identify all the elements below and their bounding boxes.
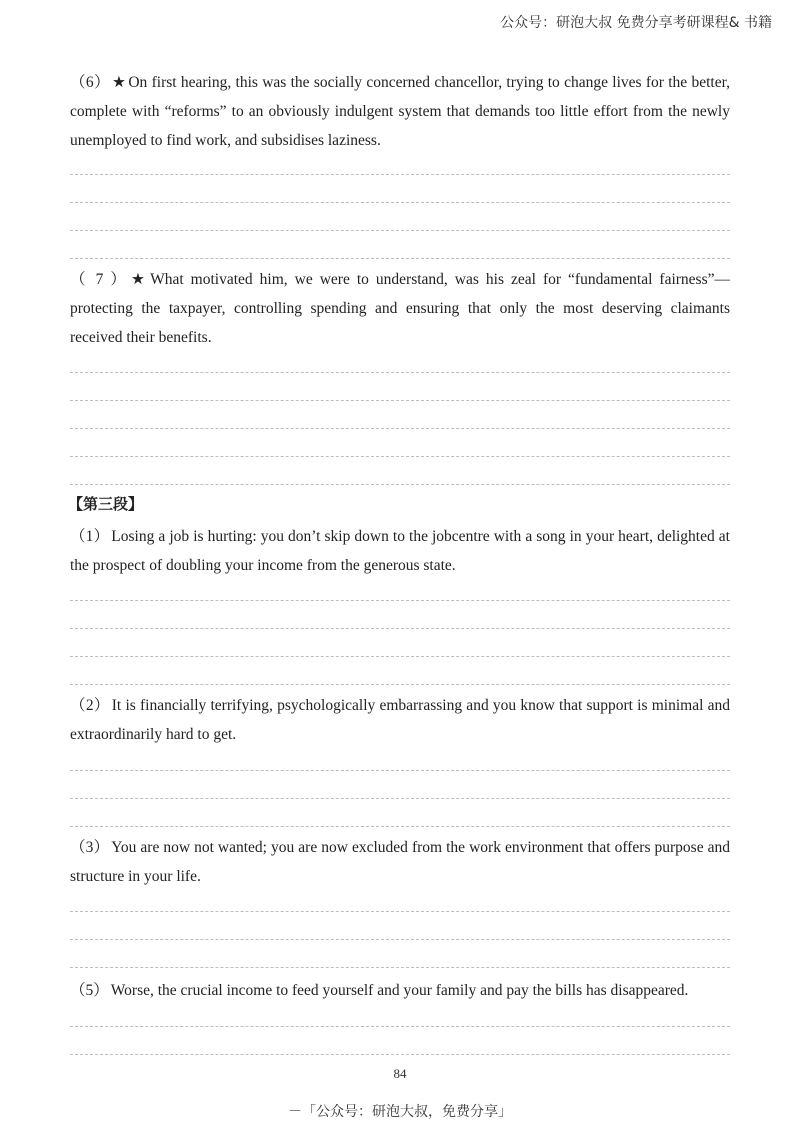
paragraph-text: It is financially terrifying, psychologically embarrassing and you know that support is minimal and extraordinarily hard to get.: [70, 697, 730, 743]
answer-line: [70, 770, 730, 771]
paragraph-text: You are now not wanted; you are now excluded from the work environment that offers purpose and structure in your life.: [70, 839, 730, 885]
paragraph-s3-3: [70, 833, 730, 891]
paragraph-number: （3）: [70, 839, 110, 856]
answer-line: [70, 798, 730, 799]
paragraph-s3-1: [70, 522, 730, 580]
paragraph-number: （1）: [70, 528, 110, 545]
paragraph-text: On first hearing, this was the socially concerned chancellor, trying to change lives for the better, complete with “reforms” to an obviously indulgent system that demands too little effort from the newly unemployed to find work, and subsidises laziness.: [70, 74, 730, 149]
answer-line: [70, 1054, 730, 1055]
paragraph-text: What motivated him, we were to understand, was his zeal for “fundamental fairness”—protecting the taxpayer, controlling spending and ensuring that only the most deserving claimants received their benefits.: [70, 271, 730, 346]
page-number: 84: [393, 1066, 407, 1081]
answer-line: [70, 684, 730, 685]
answer-line: [70, 826, 730, 827]
paragraph-s3-5: [70, 976, 730, 1005]
answer-line: [70, 230, 730, 231]
answer-line: [70, 911, 730, 912]
answer-line: [70, 372, 730, 373]
answer-line: [70, 600, 730, 601]
answer-line: [70, 258, 730, 259]
answer-line: [70, 967, 730, 968]
star-icon: ★: [131, 271, 149, 288]
star-icon: ★: [112, 74, 127, 91]
paragraph-number: （2）: [70, 697, 110, 714]
answer-line: [70, 628, 730, 629]
paragraph-number: （5）: [70, 982, 109, 999]
answer-line: [70, 428, 730, 429]
answer-line: [70, 174, 730, 175]
paragraph-7: [70, 265, 730, 352]
answer-line: [70, 656, 730, 657]
answer-line: [70, 1026, 730, 1027]
paragraph-text: Worse, the crucial income to feed yourself and your family and pay the bills has disappeared.: [110, 982, 689, 999]
footer-watermark: －「公众号：研泡大叔，免费分享」: [288, 1104, 512, 1120]
answer-line: [70, 939, 730, 940]
answer-line: [70, 400, 730, 401]
paragraph-s3-2: [70, 691, 730, 749]
header-watermark: 公众号：研泡大叔 免费分享考研课程& 书籍: [500, 15, 772, 31]
section-heading: 【第三段】: [68, 495, 144, 513]
answer-line: [70, 202, 730, 203]
answer-line: [70, 484, 730, 485]
answer-line: [70, 456, 730, 457]
paragraph-6: [70, 68, 730, 155]
paragraph-number: （ 7 ）: [70, 271, 130, 288]
paragraph-text: Losing a job is hurting: you don’t skip down to the jobcentre with a song in your heart, delighted at the prospect of doubling your income from the generous state.: [70, 528, 730, 574]
paragraph-number: （6）: [70, 74, 111, 91]
